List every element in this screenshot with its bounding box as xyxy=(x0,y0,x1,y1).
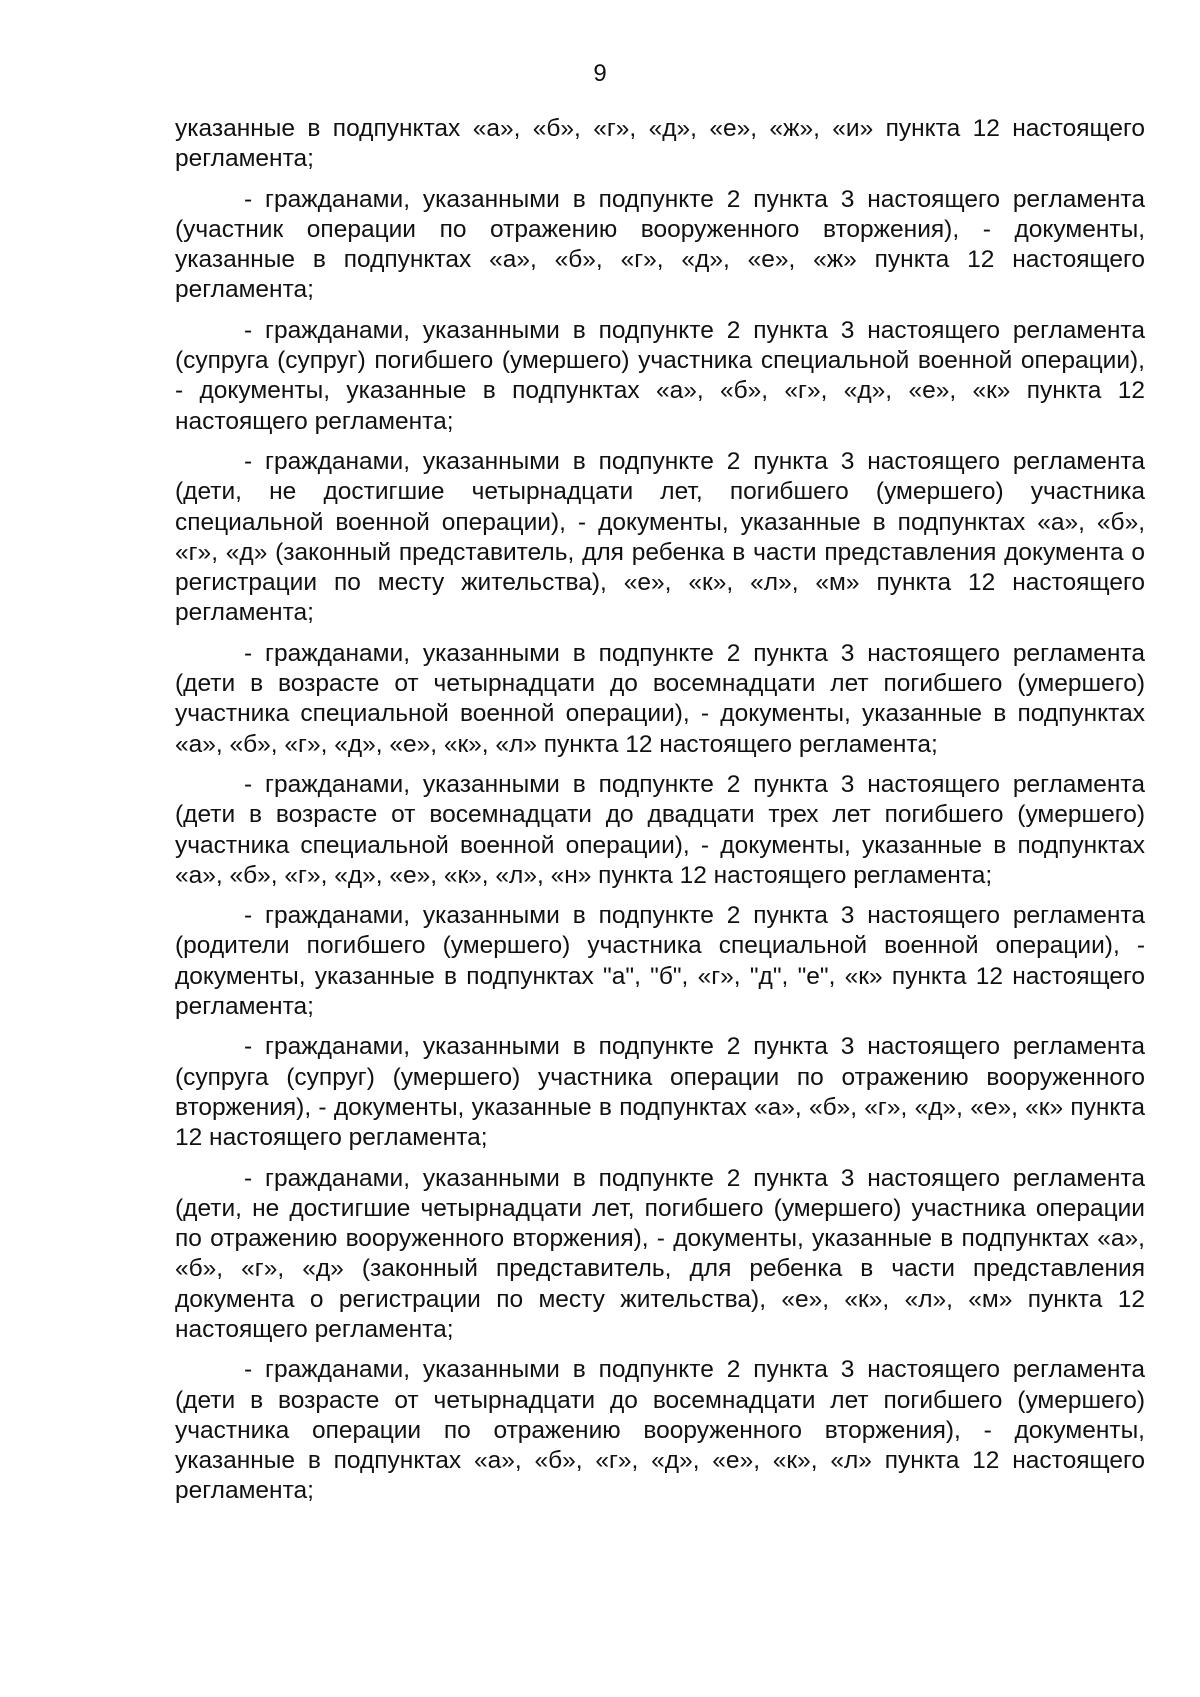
document-body xyxy=(175,114,1145,1517)
paragraph-children-14-18-armed-invasion: - гражданами, указанными в подпункте 2 пункта 3 настоящего регламента (дети в возрасте от четырнадцати до восемнадцати лет погибшего (умершего) участника операции по отражению вооруженного вторжения), - документы, указанные в подпунктах «а», «б», «г», «д», «е», «к», «л» пункта 12 настоящего регламента; xyxy=(175,1356,1145,1505)
paragraph-spouse-armed-invasion: - гражданами, указанными в подпункте 2 пункта 3 настоящего регламента (супруга (супруг) (умершего) участника операции по отражению вооруженного вторжения), - документы, указанные в подпунктах «а», «б», «г», «д», «е», «к» пункта 12 настоящего регламента; xyxy=(175,1033,1145,1152)
paragraph-children-under-14-svo: - гражданами, указанными в подпункте 2 пункта 3 настоящего регламента (дети, не достигшие четырнадцати лет, погибшего (умершего) участника специальной военной операции), - документы, указанные в подпунктах «а», «б», «г», «д» (законный представитель, для ребенка в части представления документа о регистрации по месту жительства), «е», «к», «л», «м» пункта 12 настоящего регламента; xyxy=(175,447,1145,627)
paragraph-children-under-14-armed-invasion: - гражданами, указанными в подпункте 2 пункта 3 настоящего регламента (дети, не достигшие четырнадцати лет, погибшего (умершего) участника операции по отражению вооруженного вторжения), - документы, указанные в подпунктах «а», «б», «г», «д» (законный представитель, для ребенка в части представления документа о регистрации по месту жительства), «е», «к», «л», «м» пункта 12 настоящего регламента; xyxy=(175,1164,1145,1343)
paragraph-children-18-23-svo: - гражданами, указанными в подпункте 2 пункта 3 настоящего регламента (дети в возрасте от восемнадцати до двадцати трех лет погибшего (умершего) участника специальной военной операции), - документы, указанные в подпунктах «а», «б», «г», «д», «е», «к», «л», «н» пункта 12 настоящего регламента; xyxy=(175,770,1145,889)
paragraph-spouse-svo: - гражданами, указанными в подпункте 2 пункта 3 настоящего регламента (супруга (супруг) погибшего (умершего) участника специальной военной операции), - документы, указанные в подпунктах «а», «б», «г», «д», «е», «к» пункта 12 настоящего регламента; xyxy=(175,316,1145,435)
paragraph-participant-armed-invasion: - гражданами, указанными в подпункте 2 пункта 3 настоящего регламента (участник операции по отражению вооруженного вторжения), - документы, указанные в подпунктах «а», «б», «г», «д», «е», «ж» пункта 12 настоящего регламента; xyxy=(175,185,1145,304)
page-number: 9 xyxy=(593,60,607,87)
paragraph-parents-svo: - гражданами, указанными в подпункте 2 пункта 3 настоящего регламента (родители погибшего (умершего) участника специальной военной операции), - документы, указанные в подпунктах "а", "б", «г», "д", "е", «к» пункта 12 настоящего регламента; xyxy=(175,902,1145,1021)
paragraph-continuation: указанные в подпунктах «а», «б», «г», «д», «е», «ж», «и» пункта 12 настоящего регламента; xyxy=(175,115,1145,173)
paragraph-children-14-18-svo: - гражданами, указанными в подпункте 2 пункта 3 настоящего регламента (дети в возрасте от четырнадцати до восемнадцати лет погибшего (умершего) участника специальной военной операции), - документы, указанные в подпунктах «а», «б», «г», «д», «е», «к», «л» пункта 12 настоящего регламента; xyxy=(175,639,1145,758)
